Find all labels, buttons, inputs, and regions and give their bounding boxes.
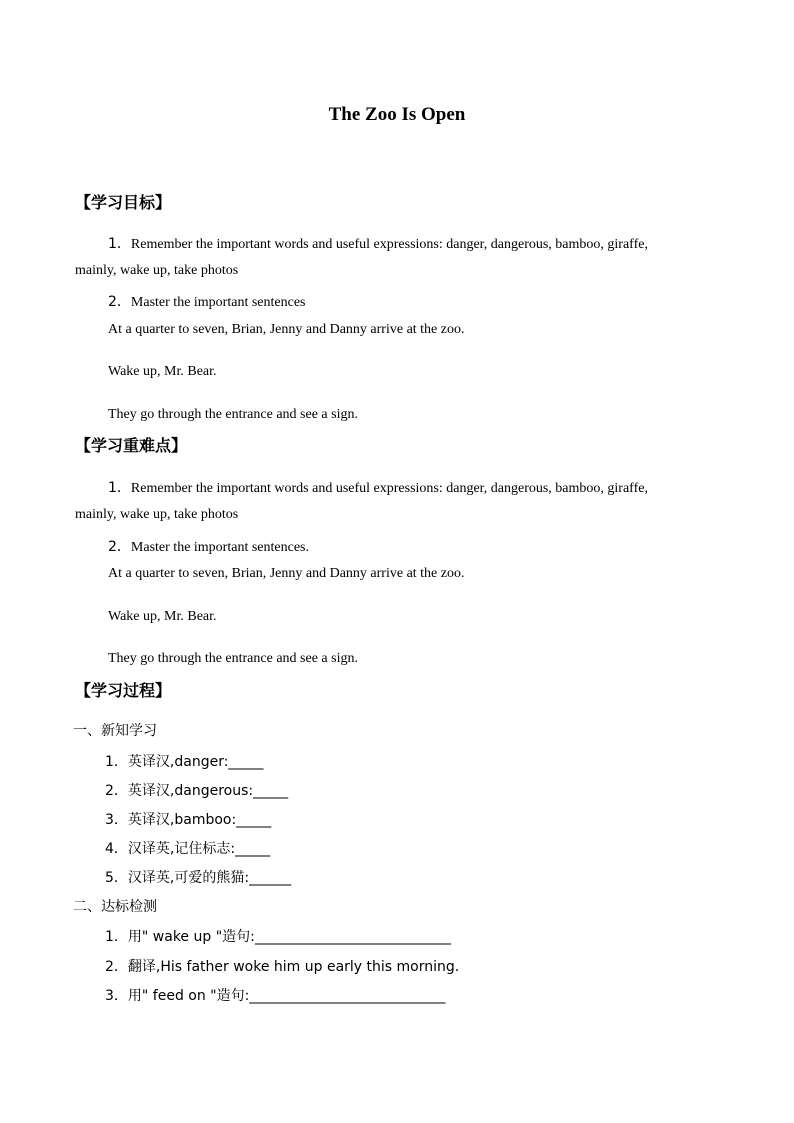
- key-points-item-2-text: Master the important sentences.: [130, 540, 309, 555]
- process-part-2-item-3: 3．用" feed on "造句:____________________________: [105, 988, 446, 1004]
- key-points-item-1: [108, 477, 648, 497]
- goals-item-2-number: 2．: [108, 294, 131, 310]
- process-part-2-title: 二、达标检测: [73, 899, 157, 915]
- goals-item-2: [108, 291, 305, 311]
- process-part-1-item-4: 4．汉译英,记住标志:_____: [105, 841, 271, 857]
- section-heading-key-points: 【学习重难点】: [75, 436, 188, 455]
- goals-sentence-1: At a quarter to seven, Brian, Jenny and Danny arrive at the zoo.: [108, 322, 465, 337]
- goals-item-1: [108, 233, 648, 253]
- key-points-sentence-1: At a quarter to seven, Brian, Jenny and Danny arrive at the zoo.: [108, 566, 465, 581]
- process-part-2-item-2: 2．翻译,His father woke him up early this morning.: [105, 959, 460, 975]
- goals-sentence-3: They go through the entrance and see a sign.: [108, 407, 358, 422]
- process-part-1-item-3: 3．英译汉,bamboo:_____: [105, 812, 272, 828]
- key-points-sentence-2: Wake up, Mr. Bear.: [108, 609, 217, 624]
- key-points-item-1-continuation: mainly, wake up, take photos: [75, 507, 239, 522]
- key-points-item-1-number: 1．: [108, 480, 131, 496]
- key-points-item-1-text: Remember the important words and useful expressions: danger, dangerous, bamboo, giraffe,: [130, 481, 648, 496]
- goals-sentence-2: Wake up, Mr. Bear.: [108, 364, 217, 379]
- goals-item-1-number: 1．: [108, 236, 131, 252]
- goals-item-1-text: Remember the important words and useful expressions: danger, dangerous, bamboo, giraffe,: [130, 237, 648, 252]
- key-points-item-2-number: 2．: [108, 539, 131, 555]
- process-part-1-item-1: 1．英译汉,danger:_____: [105, 754, 264, 770]
- section-heading-process: 【学习过程】: [75, 681, 172, 700]
- key-points-sentence-3: They go through the entrance and see a sign.: [108, 651, 358, 666]
- process-part-1-item-5: 5．汉译英,可爱的熊猫:______: [105, 870, 292, 886]
- section-heading-goals: 【学习目标】: [75, 193, 172, 212]
- process-part-1-title: 一、新知学习: [73, 723, 157, 739]
- goals-item-1-continuation: mainly, wake up, take photos: [75, 263, 239, 278]
- goals-item-2-text: Master the important sentences: [130, 295, 306, 310]
- key-points-item-2: [108, 536, 309, 556]
- process-part-2-item-1: 1．用" wake up "造句:____________________________: [105, 929, 451, 945]
- document-title: The Zoo Is Open: [328, 104, 466, 125]
- process-part-1-item-2: 2．英译汉,dangerous:_____: [105, 783, 289, 799]
